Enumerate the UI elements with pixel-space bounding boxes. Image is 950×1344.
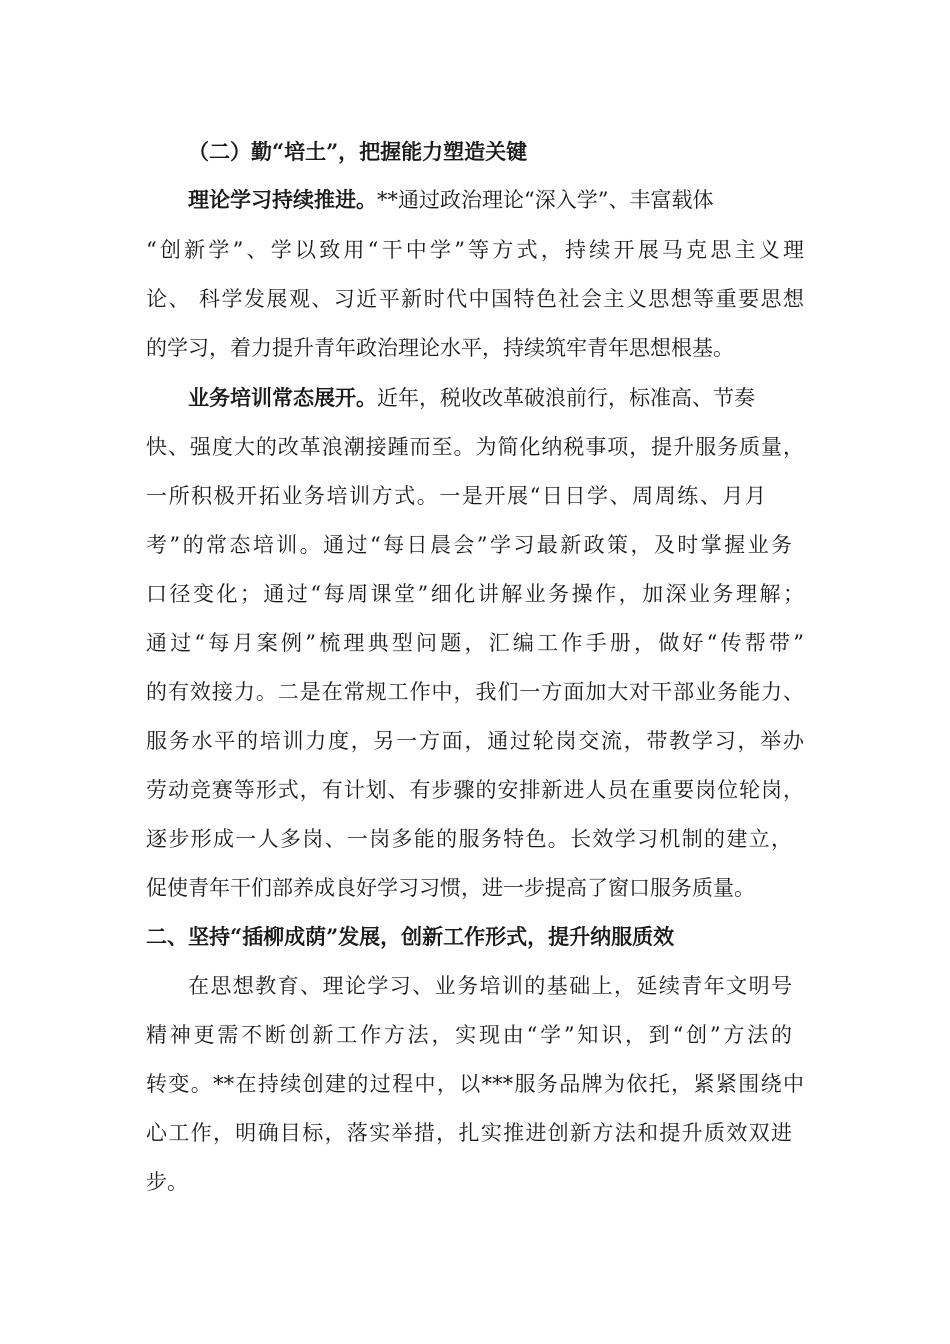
paragraph-2-line-1: 业务培训常态展开。近年，税收改革破浪前行，标准高、节奏 — [188, 385, 755, 410]
paragraph-2-line-5: 口径变化；通过“每周课堂”细化讲解业务操作，加深业务理解； — [146, 582, 804, 606]
paragraph-3-line-4: 心工作，明确目标，落实举措，扎实推进创新方法和提升质效双进 — [146, 1121, 792, 1145]
section-heading: 二、坚持“插柳成荫”发展，创新工作形式，提升纳服质效 — [146, 924, 675, 949]
paragraph-2-line-4: 考”的常态培训。通过“每日晨会”学习最新政策，及时掌握业务 — [146, 533, 792, 557]
paragraph-2-line-8: 服务水平的培训力度，另一方面，通过轮岗交流，带教学习，举办 — [146, 729, 804, 753]
paragraph-2-line-11: 促使青年干们部养成良好学习习惯，进一步提高了窗口服务质量。 — [146, 876, 755, 900]
paragraph-2-line-3: 一所积极开拓业务培训方式。一是开展“日日学、周周练、月月 — [146, 484, 766, 508]
paragraph-3-line-2: 精神更需不断创新工作方法，实现由“学”知识，到“创”方法的 — [146, 1023, 792, 1047]
paragraph-1-lead: 理论学习持续推进。 — [188, 187, 377, 212]
paragraph-2-line-7: 的有效接力。二是在常规工作中，我们一方面加大对干部业务能力、 — [146, 680, 804, 704]
paragraph-3-line-3: 转变。**在持续创建的过程中，以***服务品牌为依托，紧紧围绕中 — [146, 1072, 804, 1096]
paragraph-1-line-3: 论、 科学发展观、习近平新时代中国特色社会主义思想等重要思想 — [146, 287, 804, 311]
paragraph-2-lead: 业务培训常态展开。 — [188, 385, 377, 410]
paragraph-1-line-1: 理论学习持续推进。**通过政治理论“深入学”、丰富载体 — [188, 187, 714, 212]
paragraph-3-line-1: 在思想教育、理论学习、业务培训的基础上，延续青年文明号 — [188, 974, 792, 998]
paragraph-1-line-2: “创新学”、学以致用“干中学”等方式，持续开展马克思主义理 — [146, 238, 804, 262]
paragraph-2-line-9: 劳动竞赛等形式，有计划、有步骤的安排新进人员在重要岗位轮岗， — [146, 778, 804, 802]
paragraph-2-line-10: 逐步形成一人多岗、一岗多能的服务特色。长效学习机制的建立， — [146, 827, 792, 851]
paragraph-3-line-5: 步。 — [146, 1170, 188, 1194]
paragraph-2-line-2: 快、强度大的改革浪潮接踵而至。为简化纳税事项，提升服务质量， — [146, 435, 804, 459]
paragraph-2-line-6: 通过“每月案例”梳理典型问题，汇编工作手册，做好“传帮带” — [146, 631, 804, 655]
paragraph-1-line-4: 的学习，着力提升青年政治理论水平，持续筑牢青年思想根基。 — [146, 336, 734, 360]
subheading: （二）勤“培土”，把握能力塑造关键 — [188, 139, 528, 164]
